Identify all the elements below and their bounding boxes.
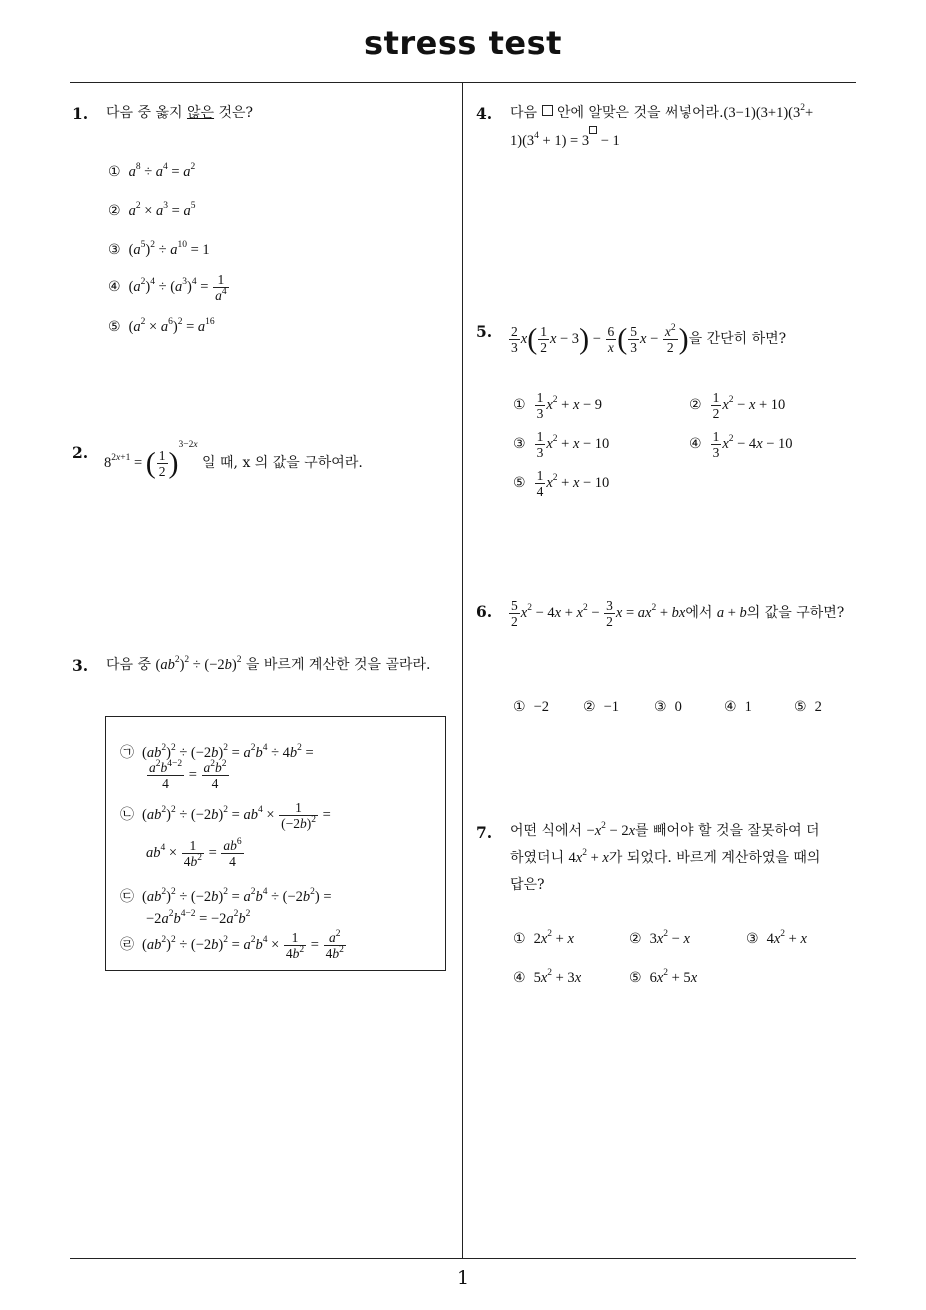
problem-3-item-a[interactable]: ㉠ $(ab^2)^2 \div (-2b)^2 = a^2b^4 \div 4b^2$ = [120, 743, 314, 761]
problem-1-number: 1. [72, 104, 89, 123]
problem-7-question: 어떤 식에서 $-x^2 - 2x$를 빼어야 할 것을 잘못하여 더 하였더니 $4x^2 + x$가 되었다. 바르게 계산하였을 때의 답은? [510, 821, 821, 893]
blank-box-icon [542, 105, 553, 116]
problem-1-option-4[interactable]: ④ $(a^2)^4 \div (a^3)^4$ = $\frac{1}{a^4}$ [108, 272, 227, 303]
problem-7-option-3[interactable]: ③ $4x^2 + x$ [746, 929, 807, 947]
problem-3-item-b[interactable]: ㉡ $(ab^2)^2 \div (-2b)^2 = ab^4$ × $\frac{1}{(-2b)^2}$ = [120, 800, 331, 831]
problem-3-question: 다음 중 $(ab^2)^2 \div (-2b)^2$ 을 바르게 계산한 것을 골라라. [106, 655, 431, 673]
problem-3-number: 3. [72, 656, 89, 675]
problem-6-number: 6. [476, 602, 493, 621]
problem-3-item-c[interactable]: ㉢ $(ab^2)^2 \div (-2b)^2 = a^2b^4 \div (-2b^2)$ = [120, 887, 332, 905]
problem-7-option-2[interactable]: ② $3x^2 - x$ [629, 929, 690, 947]
problem-2-number: 2. [72, 443, 89, 462]
problem-5-number: 5. [476, 322, 493, 341]
problem-6-option-1[interactable]: ① −2 [513, 699, 549, 715]
problem-4-question: 다음 안에 알맞은 것을 써넣어라$.(3-1)(3+1)(3^2+$ $1)(3^4 + 1) = 3 - 1$ [510, 103, 814, 149]
problem-3-item-c-cont: $-2a^2b^{4-2} = -2a^2b^2$ [146, 909, 251, 927]
problem-5-option-5[interactable]: ⑤ $\frac{1}{4}$ $x^2 + x - 10$ [513, 468, 610, 499]
problem-3-item-a-cont: $\frac{a^2b^{4-2}}{4}$ = $\frac{a^2b^2}{4}$ [149, 758, 227, 791]
footer-rule [70, 1258, 856, 1259]
problem-1-text-b: 것은? [214, 105, 254, 121]
problem-7-number: 7. [476, 823, 493, 842]
problem-5-option-3[interactable]: ③ $\frac{1}{3}$ $x^2 + x - 10$ [513, 429, 610, 460]
header-rule [70, 82, 856, 83]
exponent-blank-icon [589, 126, 597, 134]
problem-7-option-1[interactable]: ① $2x^2 + x$ [513, 929, 574, 947]
problem-1-option-2[interactable]: ② $a^2 \times a^3 = a^5$ [108, 201, 196, 219]
problem-1-text-a: 다음 중 옳지 [106, 105, 187, 121]
problem-2-text: 일 때, x 의 값을 구하여라. [202, 455, 363, 471]
problem-5-question: $\frac{2}{3}$ x( $\frac{1}{2}$ x − 3) − $\frac{6}{x}$ ( $\frac{5}{3}$ x − $\frac{x^2}{2}$ )을 간단히 하면? [511, 322, 787, 356]
problem-6-option-4[interactable]: ④ 1 [724, 699, 752, 715]
problem-6-option-2[interactable]: ② −1 [583, 699, 619, 715]
problem-5-option-1[interactable]: ① $\frac{1}{3}$ $x^2 + x - 9$ [513, 390, 603, 421]
page-title: stress test [364, 24, 562, 62]
page-number: 1 [456, 1267, 470, 1289]
column-divider [462, 83, 463, 1258]
problem-5-option-4[interactable]: ④ $\frac{1}{3}$ $x^2 - 4x - 10$ [689, 429, 793, 460]
problem-6-option-5[interactable]: ⑤ 2 [794, 699, 822, 715]
problem-1-question [106, 100, 253, 127]
problem-7-option-5[interactable]: ⑤ $6x^2 + 5x$ [629, 968, 698, 986]
problem-3-item-b-cont: $ab^4$ × $\frac{1}{4b^2}$ = $\frac{ab^6}{4}$ [146, 836, 242, 869]
problem-5-option-2[interactable]: ② $\frac{1}{2}$ $x^2 - x + 10$ [689, 390, 786, 421]
problem-7-option-4[interactable]: ④ $5x^2 + 3x$ [513, 968, 582, 986]
problem-1-option-1[interactable]: ① $a^8 \div a^4 = a^2$ [108, 162, 196, 180]
problem-4-number: 4. [476, 104, 493, 123]
problem-1-option-5[interactable]: ⑤ $(a^2 \times a^6)^2 = a^{16}$ [108, 317, 215, 335]
problem-3-item-d[interactable]: ㉣ $(ab^2)^2 \div (-2b)^2 = a^2b^4$ × $\frac{1}{4b^2}$ = $\frac{a^2}{4b^2}$ [120, 928, 344, 961]
problem-1-underlined: 않은 [186, 105, 215, 121]
problem-1-option-3[interactable]: ③ $(a^5)^2 \div a^{10} = 1$ [108, 240, 210, 258]
problem-2-question: $8^{2x+1}$ = ( $\frac{1}{2}$ )$^{3-2x}$ 일 때, x 의 값을 구하여라. [104, 440, 363, 480]
problem-6-option-3[interactable]: ③ 0 [654, 699, 682, 715]
problem-6-question: $\frac{5}{2}$ $x^2 - 4x + x^2$ − $\frac{3}{2}$ $x = ax^2$ + bx에서 a + b의 값을 구하면? [511, 598, 845, 630]
